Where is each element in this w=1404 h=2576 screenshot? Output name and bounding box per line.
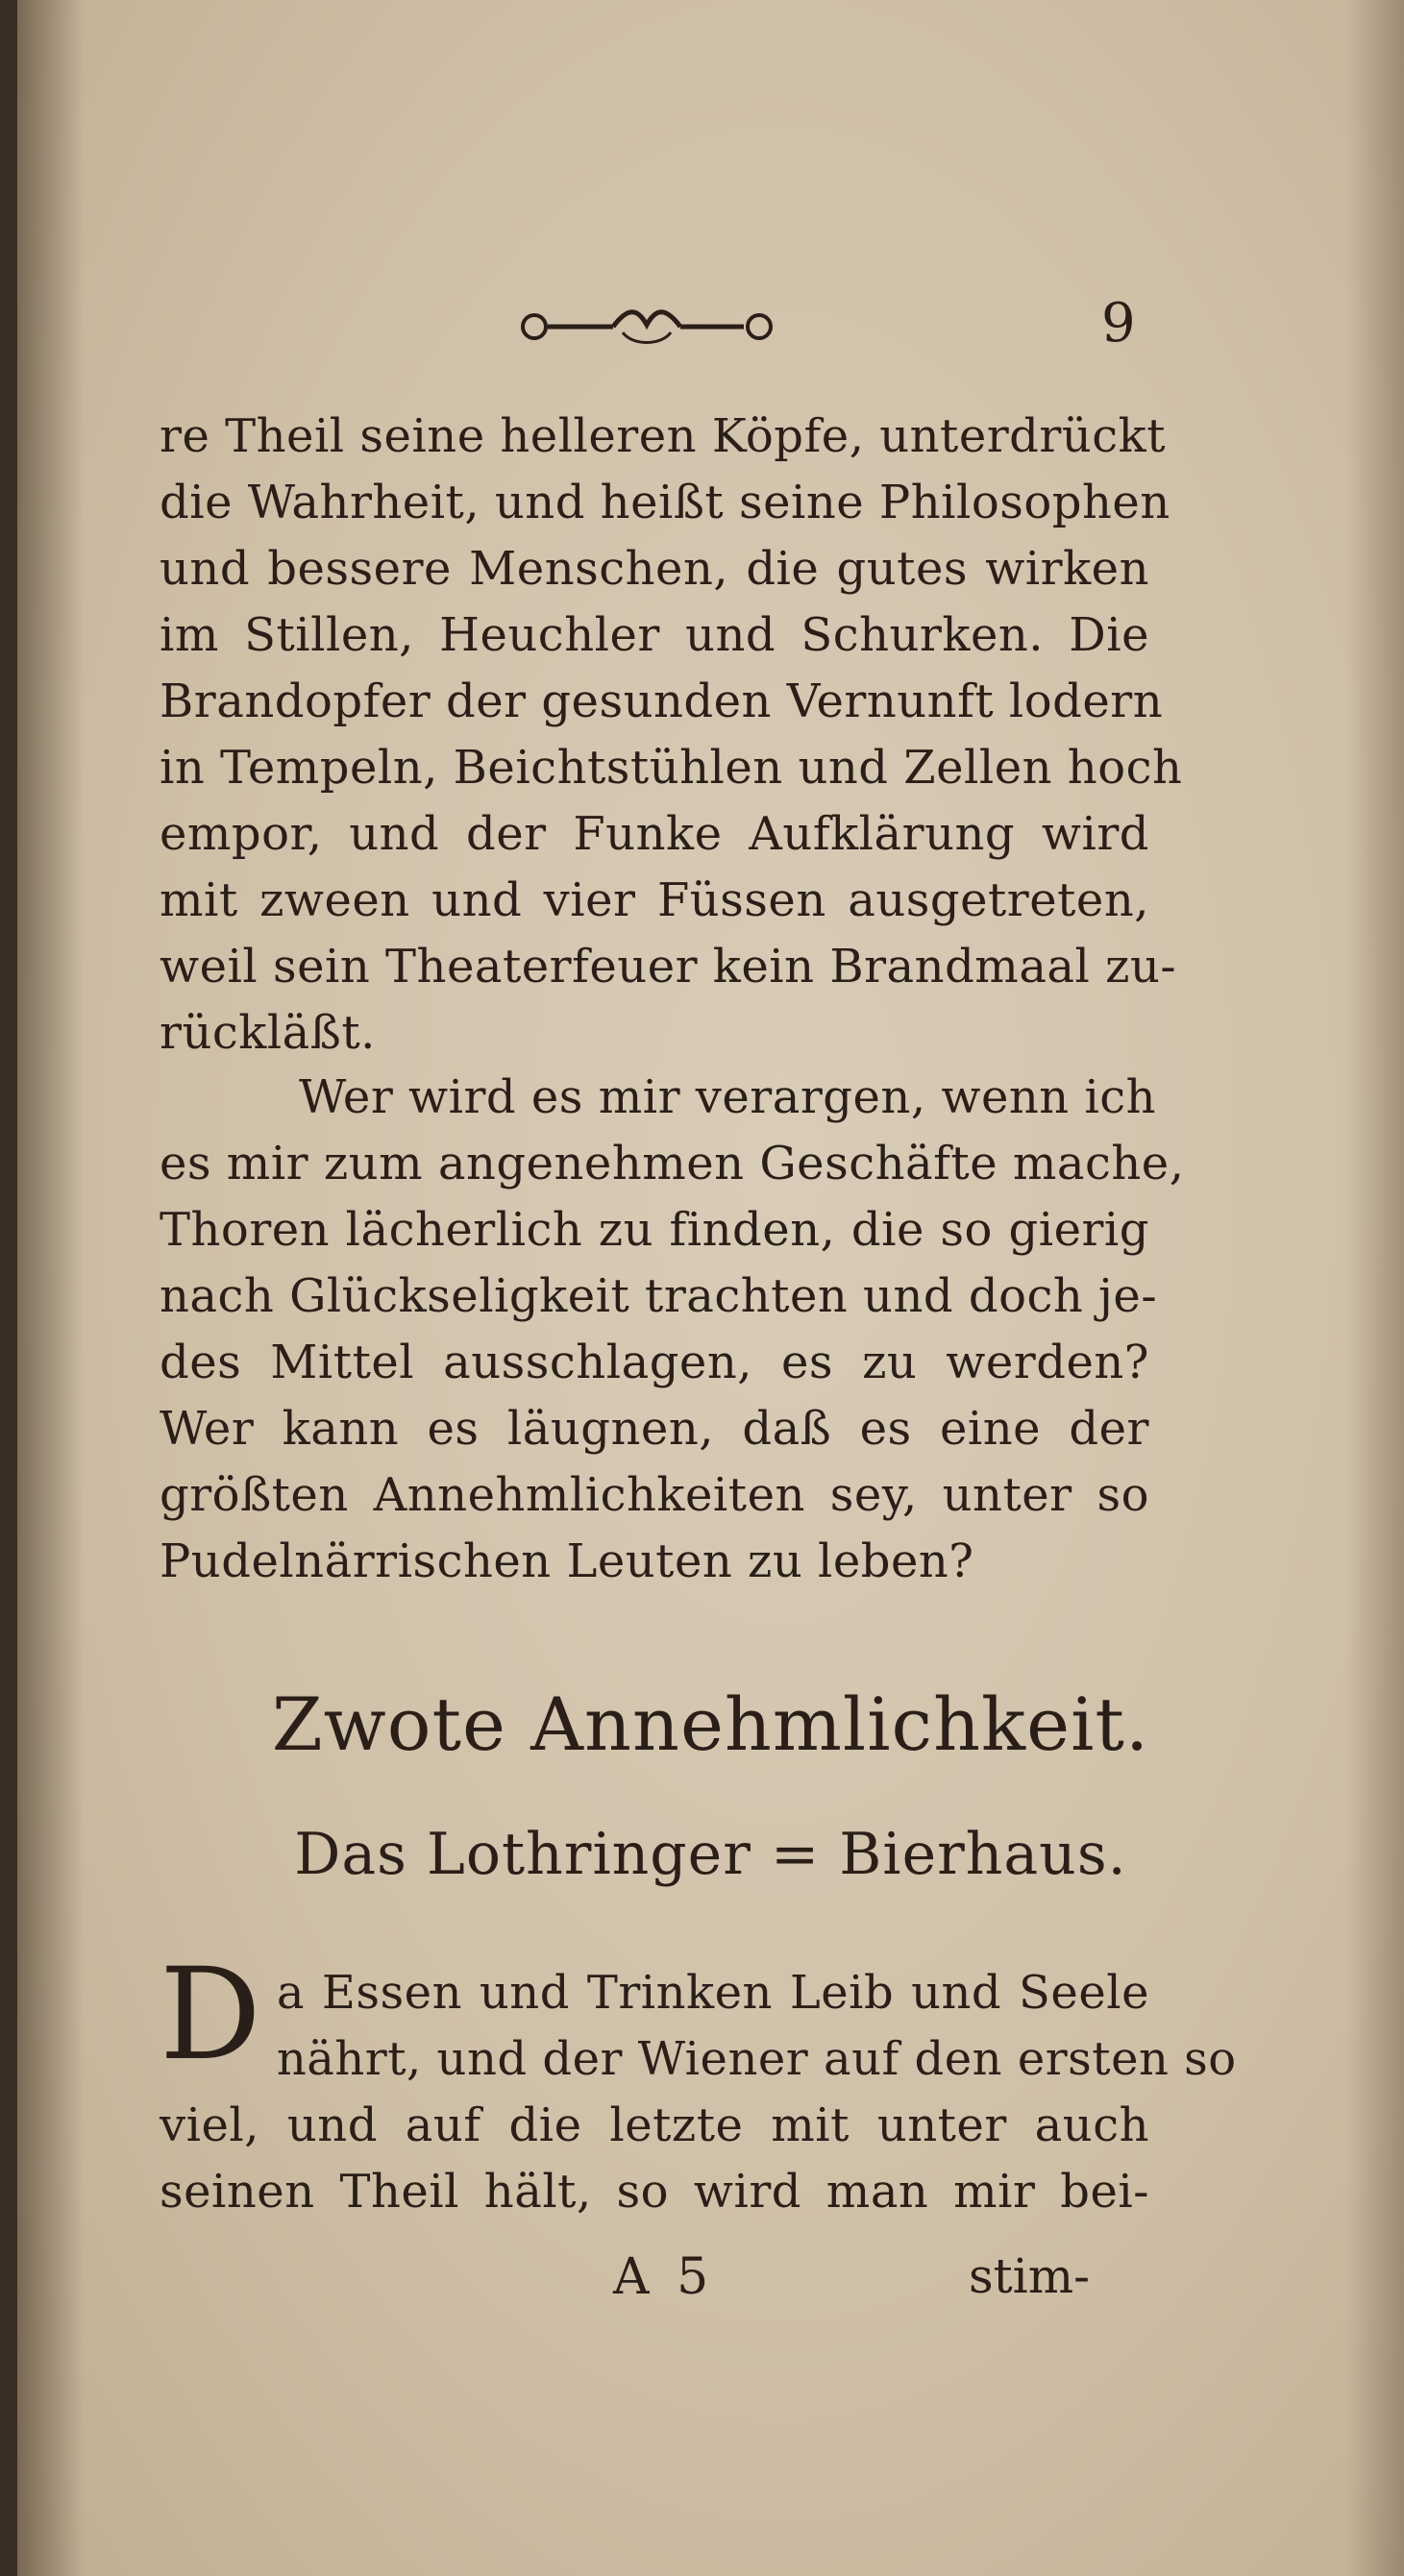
drop-cap: D [160, 1941, 261, 2089]
text-line: es mir zum angenehmen Geschäfte mache, [160, 1137, 1185, 1190]
page-number: 9 [1101, 292, 1136, 355]
text-line: Thoren lächerlich zu finden, die so gierig [160, 1203, 1149, 1257]
page-footer [17, 2248, 1404, 2316]
text-line: rückläßt. [160, 1006, 376, 1060]
text-line: in Tempeln, Beichtstühlen und Zellen hoch [160, 741, 1183, 795]
book-page [17, 0, 1404, 2576]
page-edge-shadow [1346, 0, 1404, 2576]
section-title: Zwote Annehmlichkeit. [271, 1681, 1150, 1767]
text-line: die Wahrheit, und heißt seine Philosophen [160, 476, 1170, 529]
text-line: a Essen und Trinken Leib und Seele [276, 1966, 1149, 2020]
text-line: im Stillen, Heuchler und Schurken. Die [160, 608, 1149, 662]
text-line: re Theil seine helleren Köpfe, unterdrückt [160, 409, 1167, 463]
text-line: empor, und der Funke Aufklärung wird [160, 807, 1149, 861]
header-ornament-icon [517, 298, 776, 352]
text-line: nach Glückseligkeit trachten und doch je- [160, 1269, 1158, 1323]
text-line: größten Annehmlichkeiten sey, unter so [160, 1468, 1149, 1522]
text-line: seinen Theil hält, so wird man mir bei- [160, 2165, 1149, 2219]
text-line: und bessere Menschen, die gutes wirken [160, 542, 1149, 596]
page-gutter-shadow [17, 0, 85, 2576]
text-line: Pudelnärrischen Leuten zu leben? [160, 1534, 974, 1588]
text-line: Wer kann es läugnen, daß es eine der [160, 1402, 1149, 1456]
signature-mark: A 5 [613, 2248, 715, 2306]
text-line: des Mittel ausschlagen, es zu werden? [160, 1336, 1149, 1389]
page-header [17, 288, 1404, 365]
paragraph-3 [160, 1941, 1237, 2225]
text-line: viel, und auf die letzte mit unter auch [160, 2098, 1149, 2152]
text-line: mit zween und vier Füssen ausgetreten, [160, 873, 1149, 927]
section-subtitle: Das Lothringer = Bierhaus. [294, 1821, 1127, 1888]
paragraph-2 [160, 1065, 1185, 1595]
text-line: nährt, und der Wiener auf den ersten so [276, 2032, 1237, 2086]
paragraph-1 [160, 404, 1183, 1067]
text-line: Brandopfer der gesunden Vernunft lodern [160, 675, 1164, 728]
text-line: Wer wird es mir verargen, wenn ich [299, 1070, 1157, 1124]
catchword: stim- [969, 2248, 1091, 2304]
text-line: weil sein Theaterfeuer kein Brandmaal zu- [160, 940, 1177, 994]
